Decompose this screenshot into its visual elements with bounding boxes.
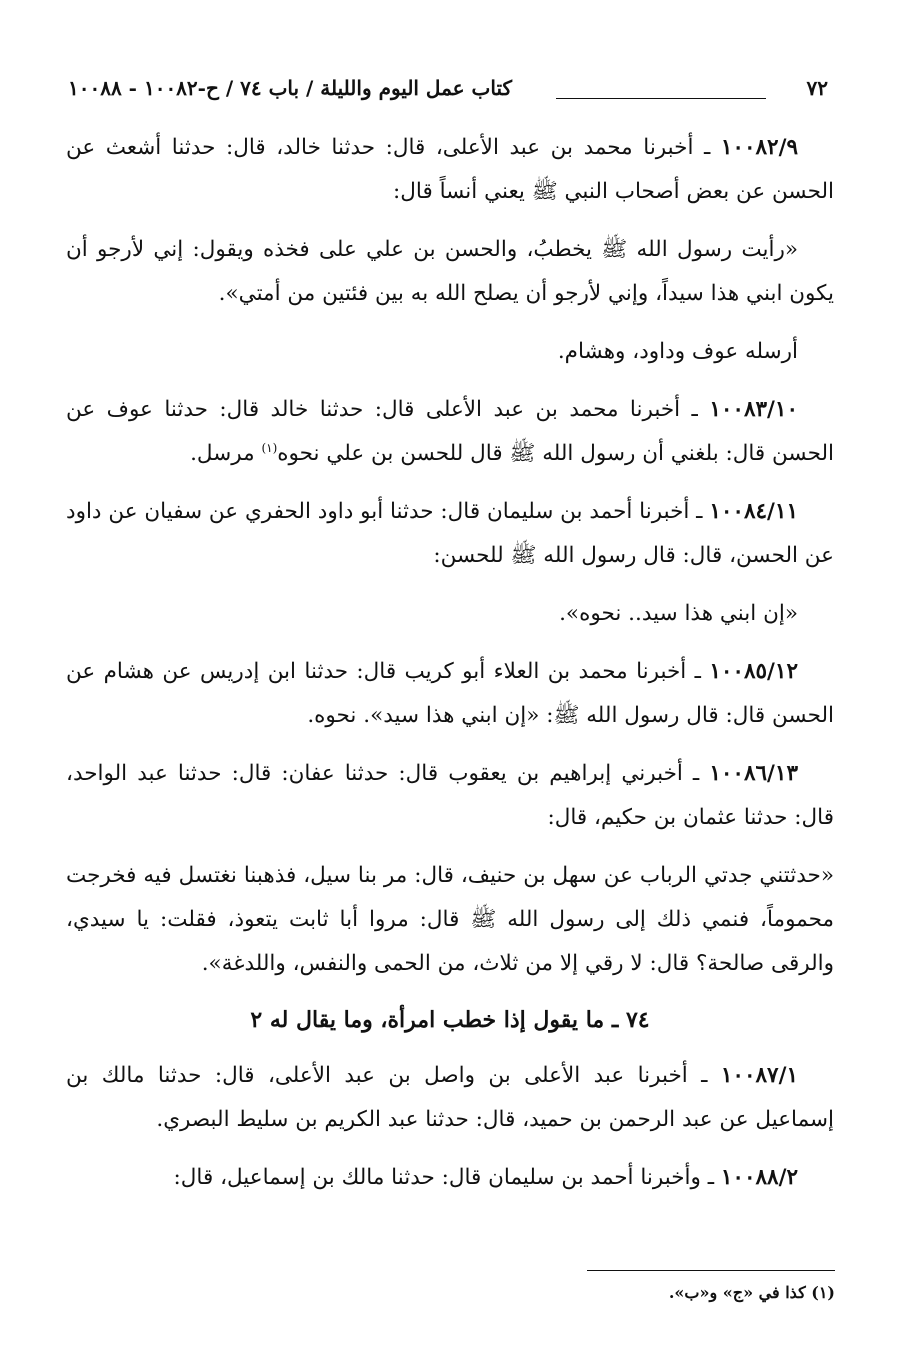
hadith-quote	[66, 592, 834, 636]
hadith-number: ١٠٠٨٦/١٣	[709, 761, 798, 786]
hadith-text-tail: مرسل.	[190, 441, 262, 466]
hadith-10083	[66, 388, 834, 476]
hadith-10088	[66, 1156, 834, 1200]
note-text: أرسله عوف وداود، وهشام.	[557, 339, 798, 364]
footnote-divider	[587, 1270, 835, 1271]
hadith-number: ١٠٠٨٧/١	[720, 1063, 798, 1088]
hadith-text: ـ أخبرنا محمد بن عبد الأعلى، قال: حدثنا خالد، قال: حدثنا أشعث عن الحسن عن بعض أصحاب النبي ﷺ يعني أنساً قال:	[66, 135, 834, 204]
hadith-text: ـ أخبرني إبراهيم بن يعقوب قال: حدثنا عفان: قال: حدثنا عبد الواحد، قال: حدثنا عثمان بن حكيم، قال:	[66, 761, 834, 830]
page-body	[66, 126, 834, 1214]
quote-text: «رأيت رسول الله ﷺ يخطبُ، والحسن بن علي على فخذه ويقول: إني لأرجو أن يكون ابني هذا سيداً، وإني لأرجو أن يصلح الله به بين فئتين من أمتي».	[66, 237, 834, 306]
hadith-quote	[66, 854, 834, 986]
hadith-text: ـ أخبرنا محمد بن عبد الأعلى قال: حدثنا خالد قال: حدثنا عوف عن الحسن قال: بلغني أن رسول الله ﷺ قال للحسن بن علي نحوه	[66, 397, 834, 466]
hadith-10085	[66, 650, 834, 738]
hadith-10087	[66, 1054, 834, 1142]
hadith-text: ـ أخبرنا محمد بن العلاء أبو كريب قال: حدثنا ابن إدريس عن هشام عن الحسن قال: قال رسول الله ﷺ: «إن ابني هذا سيد». نحوه.	[66, 659, 834, 728]
hadith-number: ١٠٠٨٨/٢	[720, 1165, 798, 1190]
footnote-marker: (١)	[261, 440, 278, 455]
hadith-number: ١٠٠٨٤/١١	[709, 499, 798, 524]
narration-note	[66, 330, 834, 374]
footnote: (١) كذا في «ج» و«ب».	[668, 1283, 835, 1302]
hadith-text: ـ أخبرنا أحمد بن سليمان قال: حدثنا أبو داود الحفري عن سفيان عن داود عن الحسن، قال: قال رسول الله ﷺ للحسن:	[66, 499, 834, 568]
chapter-heading: ٧٤ ـ ما يقول إذا خطب امرأة، وما يقال له ٢	[250, 1007, 650, 1033]
header-title: كتاب عمل اليوم والليلة / باب ٧٤ / ح-١٠٠٨٢ - ١٠٠٨٨	[68, 76, 513, 100]
hadith-10084	[66, 490, 834, 578]
hadith-text: ـ وأخبرنا أحمد بن سليمان قال: حدثنا مالك بن إسماعيل، قال:	[173, 1165, 721, 1190]
hadith-number: ١٠٠٨٥/١٢	[709, 659, 798, 684]
quote-text: «حدثتني جدتي الرباب عن سهل بن حنيف، قال: مر بنا سيل، فذهبنا نغتسل فيه فخرجت محموماً، فنمي ذلك إلى رسول الله ﷺ قال: مروا أبا ثابت يتعوذ، فقلت: يا سيدي، والرقى صالحة؟ قال: لا رقي إلا من ثلاث، من الحمى والنفس، واللدغة».	[66, 863, 834, 976]
hadith-10086	[66, 752, 834, 840]
hadith-quote	[66, 228, 834, 316]
hadith-number: ١٠٠٨٣/١٠	[709, 397, 798, 422]
running-header	[68, 72, 828, 106]
page-number: ٧٢	[806, 76, 828, 100]
hadith-text: ـ أخبرنا عبد الأعلى بن واصل بن عبد الأعلى، قال: حدثنا مالك بن إسماعيل عن عبد الرحمن بن حميد، قال: حدثنا عبد الكريم بن سليط البصري.	[66, 1063, 834, 1132]
hadith-number: ١٠٠٨٢/٩	[720, 135, 798, 160]
hadith-10082	[66, 126, 834, 214]
header-rule	[556, 98, 766, 99]
quote-text: «إن ابني هذا سيد.. نحوه».	[559, 601, 798, 626]
